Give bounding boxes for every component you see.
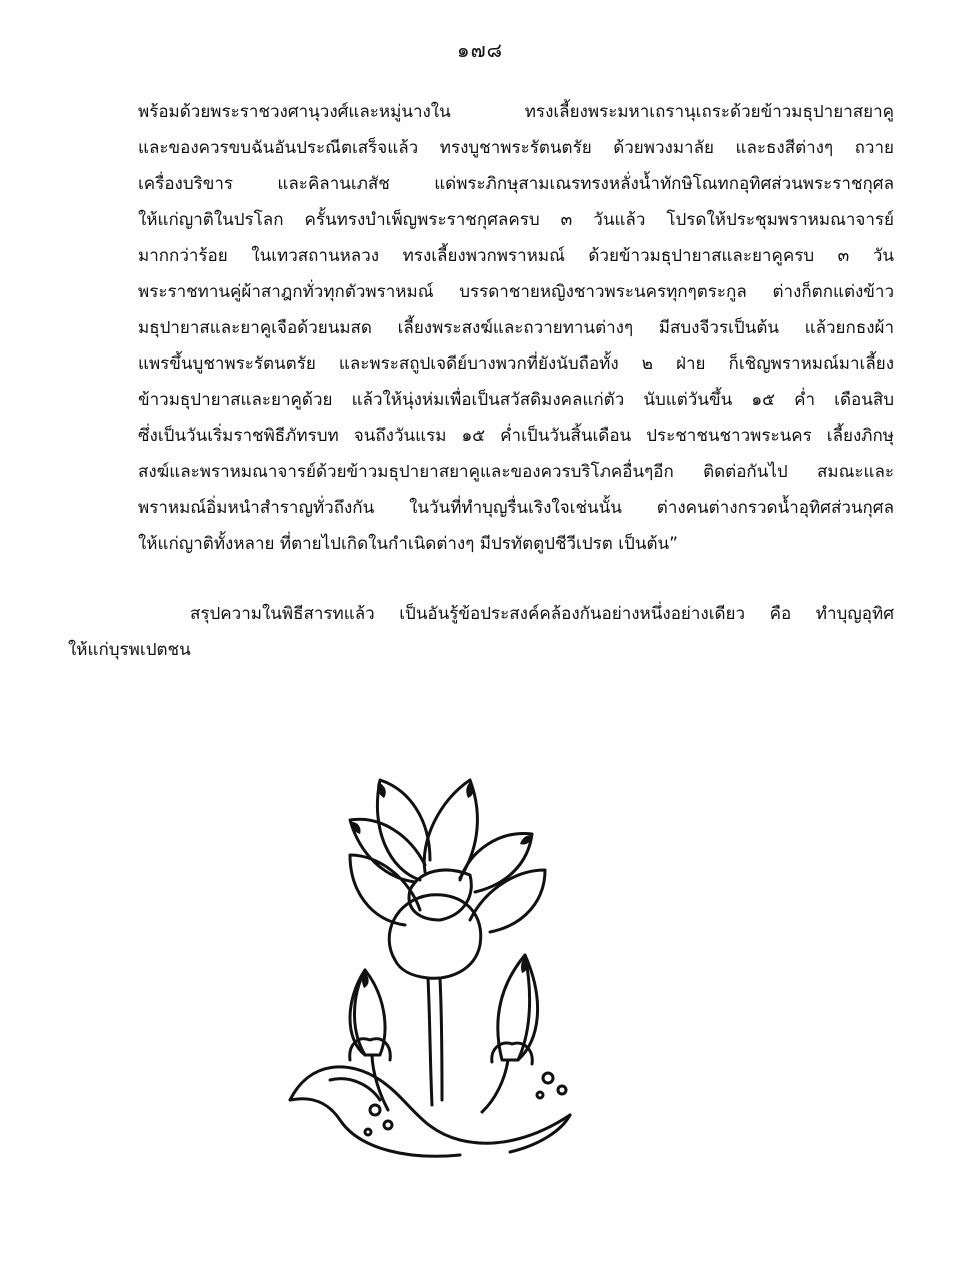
quote-line: มธุปายาสและยาคูเจือด้วยนมสด เลี้ยงพระสงฆ์และถวายทานต่างๆ มีสบงจีวรเป็นต้น แล้วยกธงผ้า xyxy=(138,318,894,338)
quote-line: พร้อมด้วยพระราชวงศานุวงศ์และหมู่นางใน ทรงเลี้ยงพระมหาเถรานุเถระด้วยข้าวมธุปายาสยาคู xyxy=(138,102,894,122)
quote-line: สงฆ์และพราหมณาจารย์ด้วยข้าวมธุปายาสยาคูและของควรบริโภคอื่นๆอีก ติดต่อกันไป สมณะและ xyxy=(138,462,894,482)
quote-line: และของควรขบฉันอันประณีตเสร็จแล้ว ทรงบูชาพระรัตนตรัย ด้วยพวงมาลัย และธงสีต่างๆ ถวาย xyxy=(138,138,894,158)
summary-paragraph xyxy=(68,596,894,668)
quote-line: ให้แก่ญาติทั้งหลาย ที่ตายไปเกิดในกำเนิดต่างๆ มีปรทัตตูปชีวีเปรต เป็นต้น” xyxy=(138,534,678,554)
page-number: ๑๗๘ xyxy=(456,38,504,62)
quote-line: พระราชทานคู่ผ้าสาฎกทั่วทุกตัวพราหมณ์ บรรดาชายหญิงชาวพระนครทุกๆตระกูล ต่างก็ตกแต่งข้าว xyxy=(138,282,894,302)
quote-line: แพรขึ้นบูชาพระรัตนตรัย และพระสถูปเจดีย์บางพวกที่ยังนับถือทั้ง ๒ ฝ่าย ก็เชิญพราหมณ์มาเลี้ยง xyxy=(138,354,894,374)
quote-line: เครื่องบริขาร และคิลานเภสัช แด่พระภิกษุสามเณรทรงหลั่งน้ำทักษิโณทกอุทิศส่วนพระราชกุศล xyxy=(138,174,894,194)
quote-line: ให้แก่ญาติในปรโลก ครั้นทรงบำเพ็ญพระราชกุศลครบ ๓ วันแล้ว โปรดให้ประชุมพราหมณาจารย์ xyxy=(138,210,894,230)
quote-line: ซึ่งเป็นวันเริ่มราชพิธีภัทรบท จนถึงวันแรม ๑๕ ค่ำเป็นวันสิ้นเดือน ประชาชนชาวพระนคร เลี้ยงภิกษุ xyxy=(138,426,894,446)
quote-paragraph xyxy=(138,94,894,562)
quote-line: มากกว่าร้อย ในเทวสถานหลวง ทรงเลี้ยงพวกพราหมณ์ ด้วยข้าวมธุปายาสและยาคูครบ ๓ วัน xyxy=(138,246,894,266)
lotus-illustration-icon xyxy=(270,760,610,1160)
quote-line: ข้าวมธุปายาสและยาคูด้วย แล้วให้นุ่งห่มเพื่อเป็นสวัสดิมงคลแก่ตัว นับแต่วันขึ้น ๑๕ ค่ำ เดือนสิบ xyxy=(138,390,894,410)
quote-line: พราหมณ์อิ่มหนำสำราญทั่วถึงกัน ในวันที่ทำบุญรื่นเริงใจเช่นนั้น ต่างคนต่างกรวดน้ำอุทิศส่วนกุศล xyxy=(138,498,894,518)
summary-line: สรุปความในพิธีสารทแล้ว เป็นอันรู้ข้อประสงค์คล้องกันอย่างหนึ่งอย่างเดียว คือ ทำบุญอุทิศ xyxy=(190,604,894,624)
summary-line: ให้แก่บุรพเปตชน xyxy=(68,640,191,660)
